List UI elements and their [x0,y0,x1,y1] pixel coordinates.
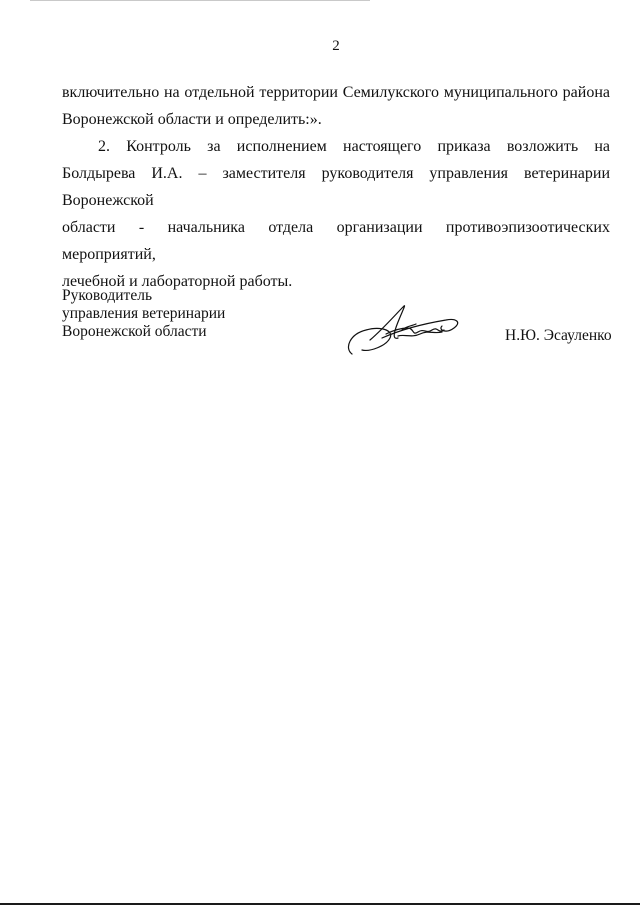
signatory-position-line: управления ветеринарии [62,305,226,322]
signature-icon [342,300,470,362]
paragraph-1-line: Воронежской области и определить:». [62,111,322,128]
paragraph-2-line: 2. Контроль за исполнением настоящего приказа возложить на [98,138,610,155]
paragraph-2 [62,133,610,295]
signatory-position-line: Руководитель [62,287,153,304]
signatory-position [62,287,225,341]
paragraph-2-line: области - начальника отдела организации противоэпизоотических мероприятий, [62,219,610,263]
page-number: 2 [332,38,340,54]
signatory-position-line: Воронежской области [62,323,207,340]
paragraph-2-line: Болдырева И.А. – заместителя руководителя управления ветеринарии Воронежской [62,165,610,209]
signatory-name: Н.Ю. Эсауленко [505,327,612,344]
paragraph-1-line: включительно на отдельной территории Семилукского муниципального района [62,84,610,101]
paragraph-1 [62,79,610,133]
scan-edge-top [30,0,370,1]
paragraph-2-line: лечебной и лабораторной работы. [62,273,293,290]
